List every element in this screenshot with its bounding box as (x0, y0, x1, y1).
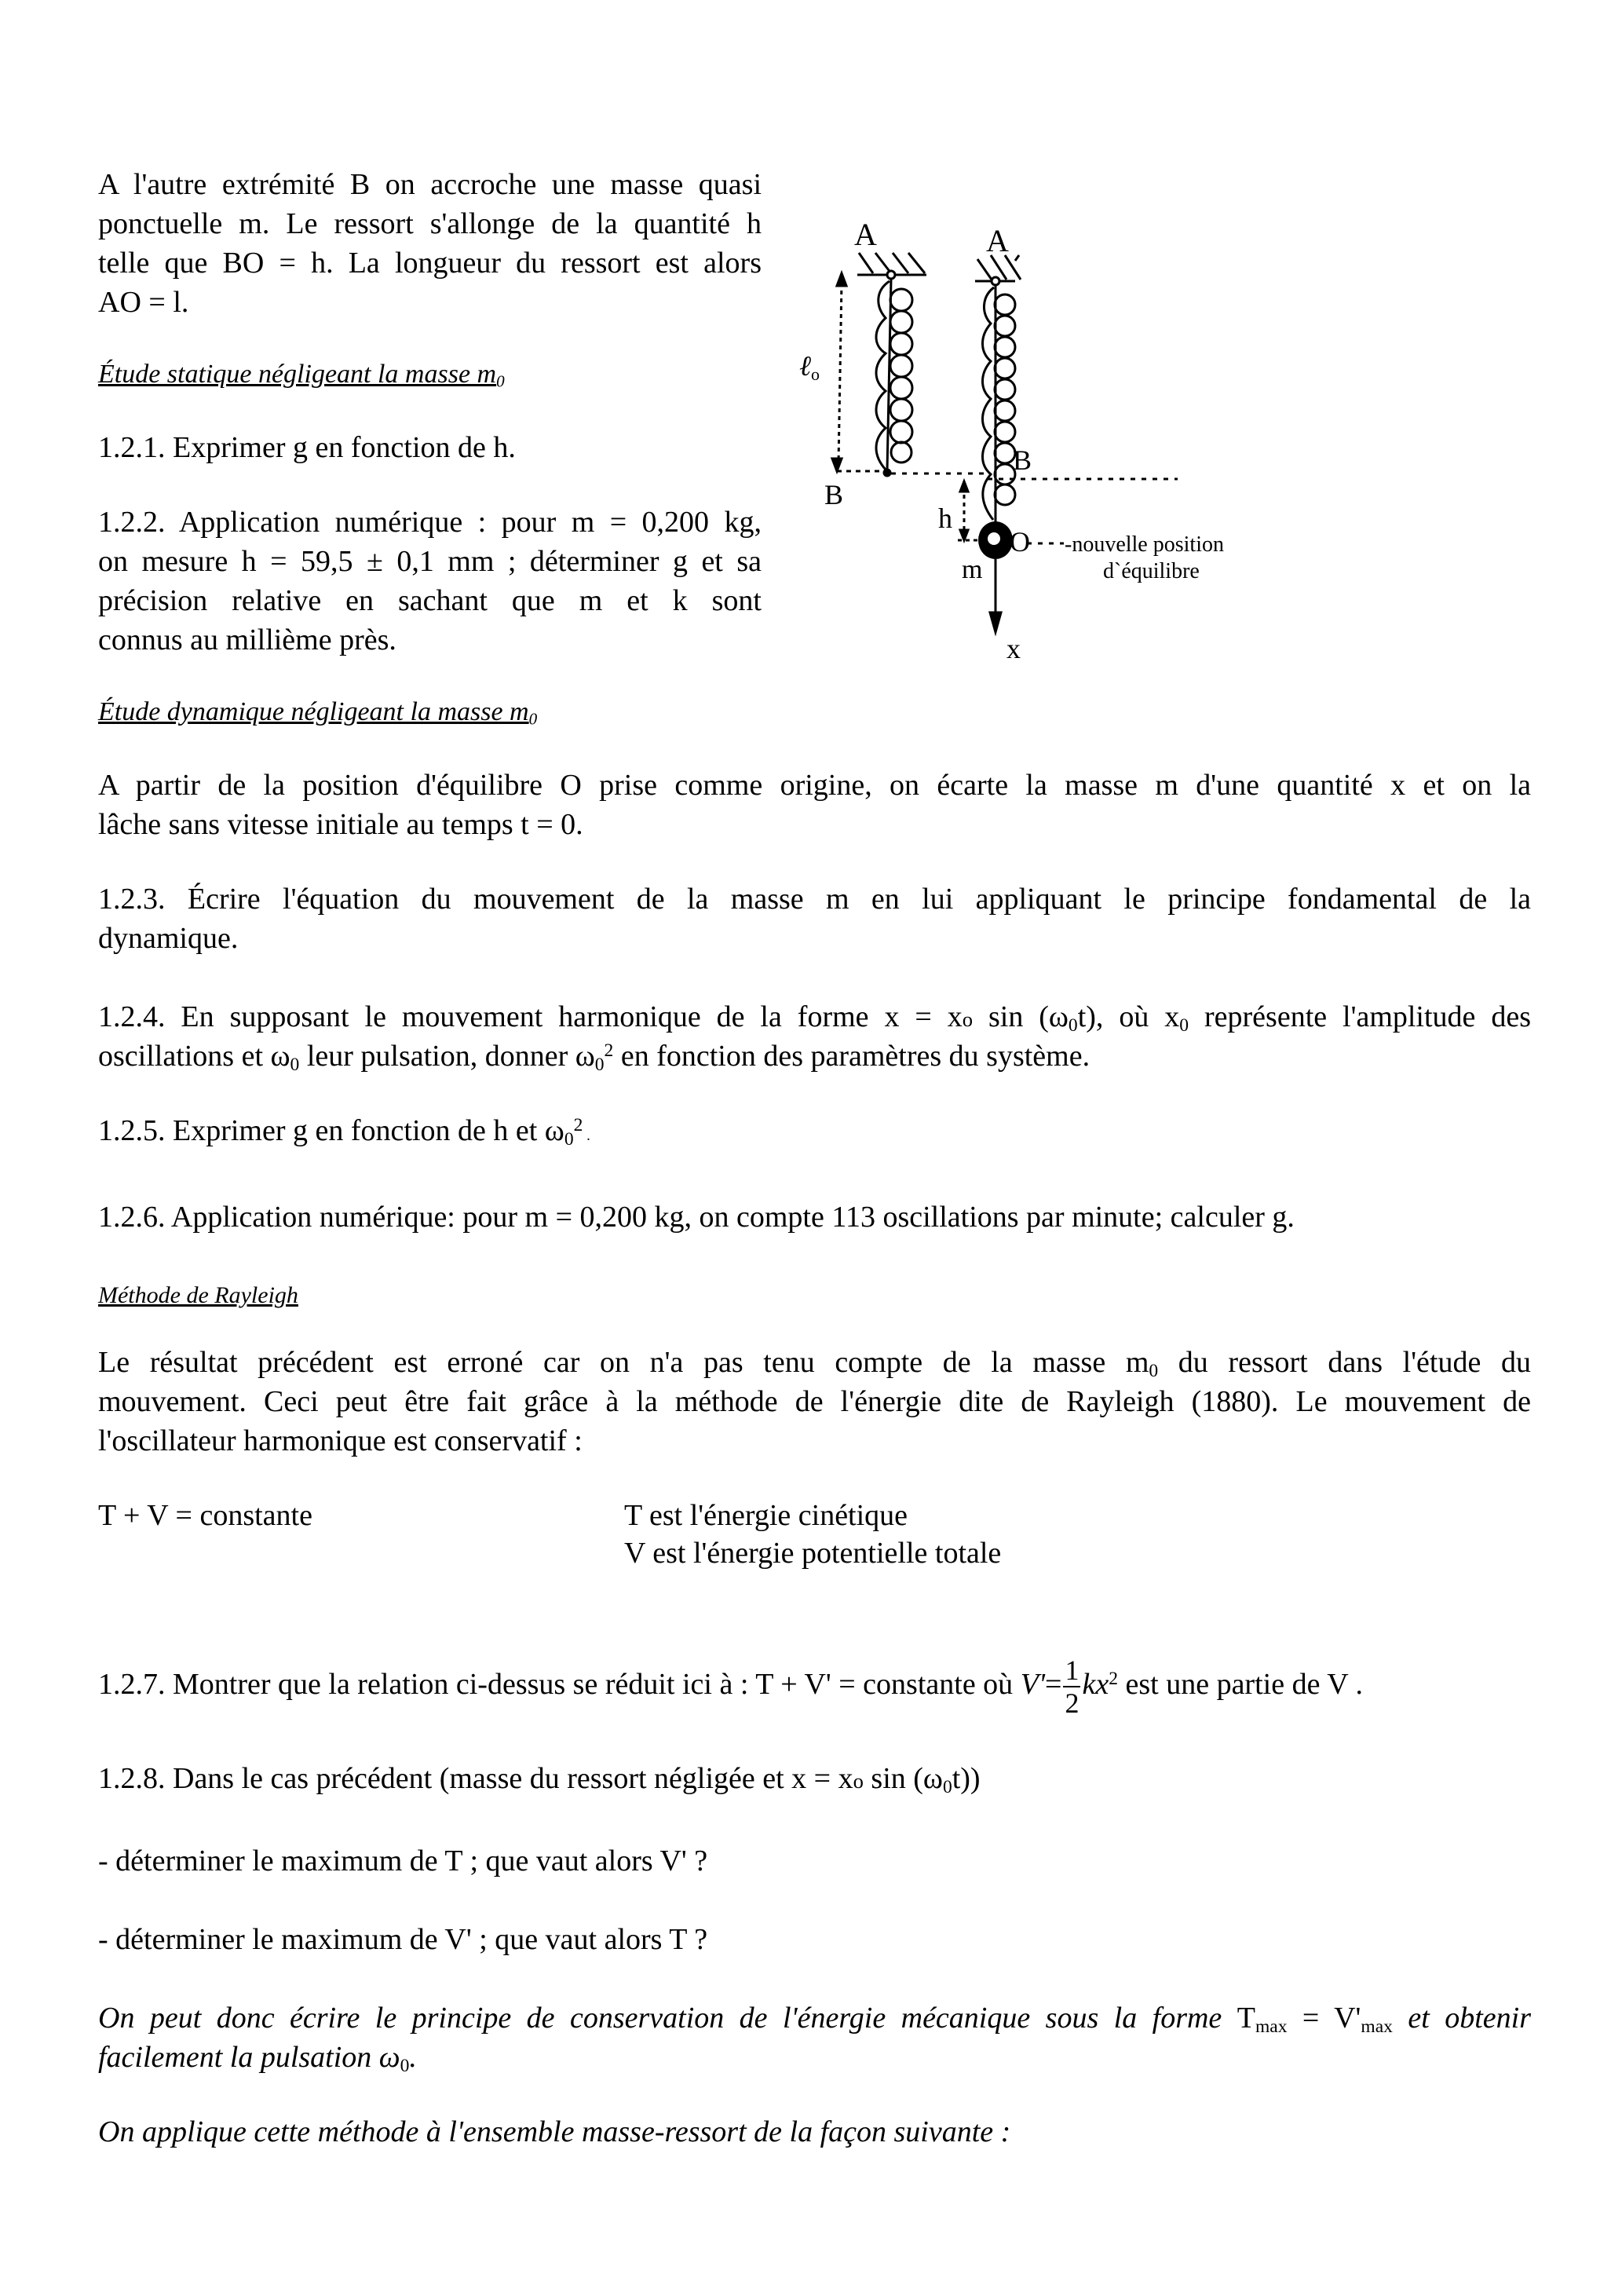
bullet-max-V-prime: - déterminer le maximum de V' ; que vaut alors T ? (98, 1923, 708, 1956)
subscript: 0 (1149, 1360, 1159, 1381)
subscript: 0 (594, 1054, 605, 1075)
text: t)) (952, 1762, 981, 1795)
heading-subscript: 0 (528, 709, 538, 729)
final-statement: On applique cette méthode à l'ensemble masse-ressort de la façon suivante : (98, 2115, 1011, 2148)
label-m: m (962, 555, 983, 584)
question-1-2-7 (98, 1649, 1363, 1720)
heading-text: Étude statique négligeant la masse m (98, 360, 497, 389)
denominator: 2 (1065, 1687, 1080, 1720)
mass-icon (978, 521, 1013, 559)
label-O: O (1010, 526, 1030, 558)
text: représente l'amplitude des (1189, 1000, 1531, 1033)
dynamic-intro-line-1: A partir de la position d'équilibre O prise comme origine, on écarte la masse m d'une quantité x et on la (98, 769, 1531, 802)
text: 1.2.5. Exprimer g en fonction de h et ω (98, 1114, 564, 1147)
heading-subscript: 0 (496, 371, 505, 391)
superscript: 2 (604, 1040, 614, 1062)
formula-kx: kx (1082, 1668, 1109, 1701)
spring-mass-diagram (785, 212, 1460, 667)
text: 1.2.7. Montrer que la relation ci-dessus se réduit ici à : T + V' = constante où (98, 1668, 1021, 1701)
text: sin (ω (863, 1762, 943, 1795)
heading-text: Étude dynamique négligeant la masse m (98, 697, 529, 726)
right-ceiling-support-icon (975, 255, 1021, 285)
label-A-left: A (854, 217, 877, 252)
label-B-right: B (1013, 444, 1032, 476)
superscript: 2 (1109, 1669, 1118, 1690)
text: du ressort dans l'étude du (1158, 1346, 1531, 1379)
question-1-2-6: 1.2.6. Application numérique: pour m = 0,200 kg, on compte 113 oscillations par minute; calculer g. (98, 1201, 1295, 1234)
question-1-2-2-line-2: on mesure h = 59,5 ± 0,1 mm ; déterminer g et sa (98, 545, 762, 578)
text: est une partie de V . (1117, 1668, 1363, 1701)
conclusion-line-2 (98, 2038, 417, 2077)
question-1-2-3-line-2: dynamique. (98, 922, 239, 955)
text: T (1237, 2002, 1255, 2035)
label-l0: ℓo (799, 350, 820, 384)
superscript: 2 (573, 1115, 583, 1136)
subscript: 0 (942, 1776, 952, 1797)
text: 1.2.4. En supposant le mouvement harmonique de la forme x = x (98, 1000, 963, 1033)
text: = V' (1287, 2002, 1361, 2035)
text: Le résultat précédent est erroné car on n'a pas tenu compte de la masse m (98, 1346, 1149, 1379)
text: On peut donc écrire le principe de conservation de l'énergie mécanique sous la forme (98, 2002, 1237, 2035)
text: = (1045, 1668, 1062, 1701)
text: . (583, 1128, 590, 1144)
equilibrium-note-line-1: -nouvelle position (1065, 532, 1224, 557)
subscript: 0 (1179, 1015, 1189, 1036)
rayleigh-para-line-2: mouvement. Ceci peut être fait grâce à la méthode de l'énergie dite de Rayleigh (1880). Le mouvement de (98, 1385, 1531, 1418)
intro-line-3: telle que BO = h. La longueur du ressort est alors (98, 247, 762, 280)
definition-T: T est l'énergie cinétique (624, 1499, 908, 1532)
numerator: 1 (1065, 1654, 1080, 1687)
label-B-left: B (824, 479, 844, 510)
question-1-2-5 (98, 1111, 590, 1156)
text: 1.2.8. Dans le cas précédent (masse du ressort négligée et x = x (98, 1762, 853, 1795)
question-1-2-2-line-3: précision relative en sachant que m et k sont (98, 584, 762, 617)
question-1-2-4-line-1 (98, 997, 1531, 1039)
label-h: h (938, 503, 952, 534)
text: t), où x (1077, 1000, 1180, 1033)
text: oscillations et ω (98, 1040, 290, 1073)
left-ceiling-support-icon (857, 253, 926, 279)
text: facilement la pulsation ω (98, 2041, 400, 2074)
conclusion-line-1 (98, 1998, 1531, 2038)
text: . (409, 2041, 417, 2074)
question-1-2-2-line-4: connus au millième près. (98, 623, 396, 656)
question-1-2-3-line-1: 1.2.3. Écrire l'équation du mouvement de la masse m en lui appliquant le principe fondamental de la (98, 883, 1531, 916)
question-1-2-4-line-2 (98, 1036, 1090, 1076)
subscript: max (1255, 2016, 1288, 2037)
subscript: 0 (400, 2055, 410, 2076)
formula-V-prime: V' (1020, 1668, 1046, 1701)
equilibrium-note-line-2: d`équilibre (1103, 559, 1200, 583)
intro-line-1: A l'autre extrémité B on accroche une masse quasi (98, 168, 762, 201)
x-axis-arrow-icon (990, 559, 1001, 632)
definition-V: V est l'énergie potentielle totale (624, 1537, 1002, 1570)
rayleigh-para-line-3: l'oscillateur harmonique est conservatif : (98, 1424, 583, 1457)
text: sin (ω (973, 1000, 1069, 1033)
text: o (962, 1007, 974, 1031)
question-1-2-8 (98, 1759, 981, 1801)
heading-static-study (98, 357, 505, 392)
left-spring-icon (876, 279, 912, 476)
rayleigh-para-line-1 (98, 1343, 1531, 1382)
intro-line-2: ponctuelle m. Le ressort s'allonge de la quantité h (98, 207, 762, 240)
label-A-right: A (986, 223, 1009, 258)
text: leur pulsation, donner ω (299, 1040, 595, 1073)
energy-equation: T + V = constante (98, 1499, 312, 1532)
intro-line-4: AO = l. (98, 286, 189, 319)
dynamic-intro-line-2: lâche sans vitesse initiale au temps t = 0. (98, 808, 583, 841)
question-1-2-2-line-1: 1.2.2. Application numérique : pour m = 0,200 kg, (98, 506, 762, 539)
question-1-2-1: 1.2.1. Exprimer g en fonction de h. (98, 431, 516, 464)
heading-dynamic-study (98, 695, 537, 729)
bullet-max-T: - déterminer le maximum de T ; que vaut alors V' ? (98, 1844, 708, 1877)
text: en fonction des paramètres du système. (613, 1040, 1090, 1073)
text: et obtenir (1392, 2002, 1531, 2035)
fraction-one-half (1063, 1654, 1080, 1719)
subscript: 0 (1068, 1015, 1078, 1036)
label-x: x (1006, 633, 1021, 664)
right-spring-icon (983, 285, 1016, 522)
heading-rayleigh-method: Méthode de Rayleigh (98, 1282, 298, 1308)
subscript: max (1361, 2016, 1393, 2037)
subscript: 0 (290, 1054, 300, 1075)
subscript: 0 (564, 1128, 574, 1150)
text: o (853, 1769, 864, 1793)
